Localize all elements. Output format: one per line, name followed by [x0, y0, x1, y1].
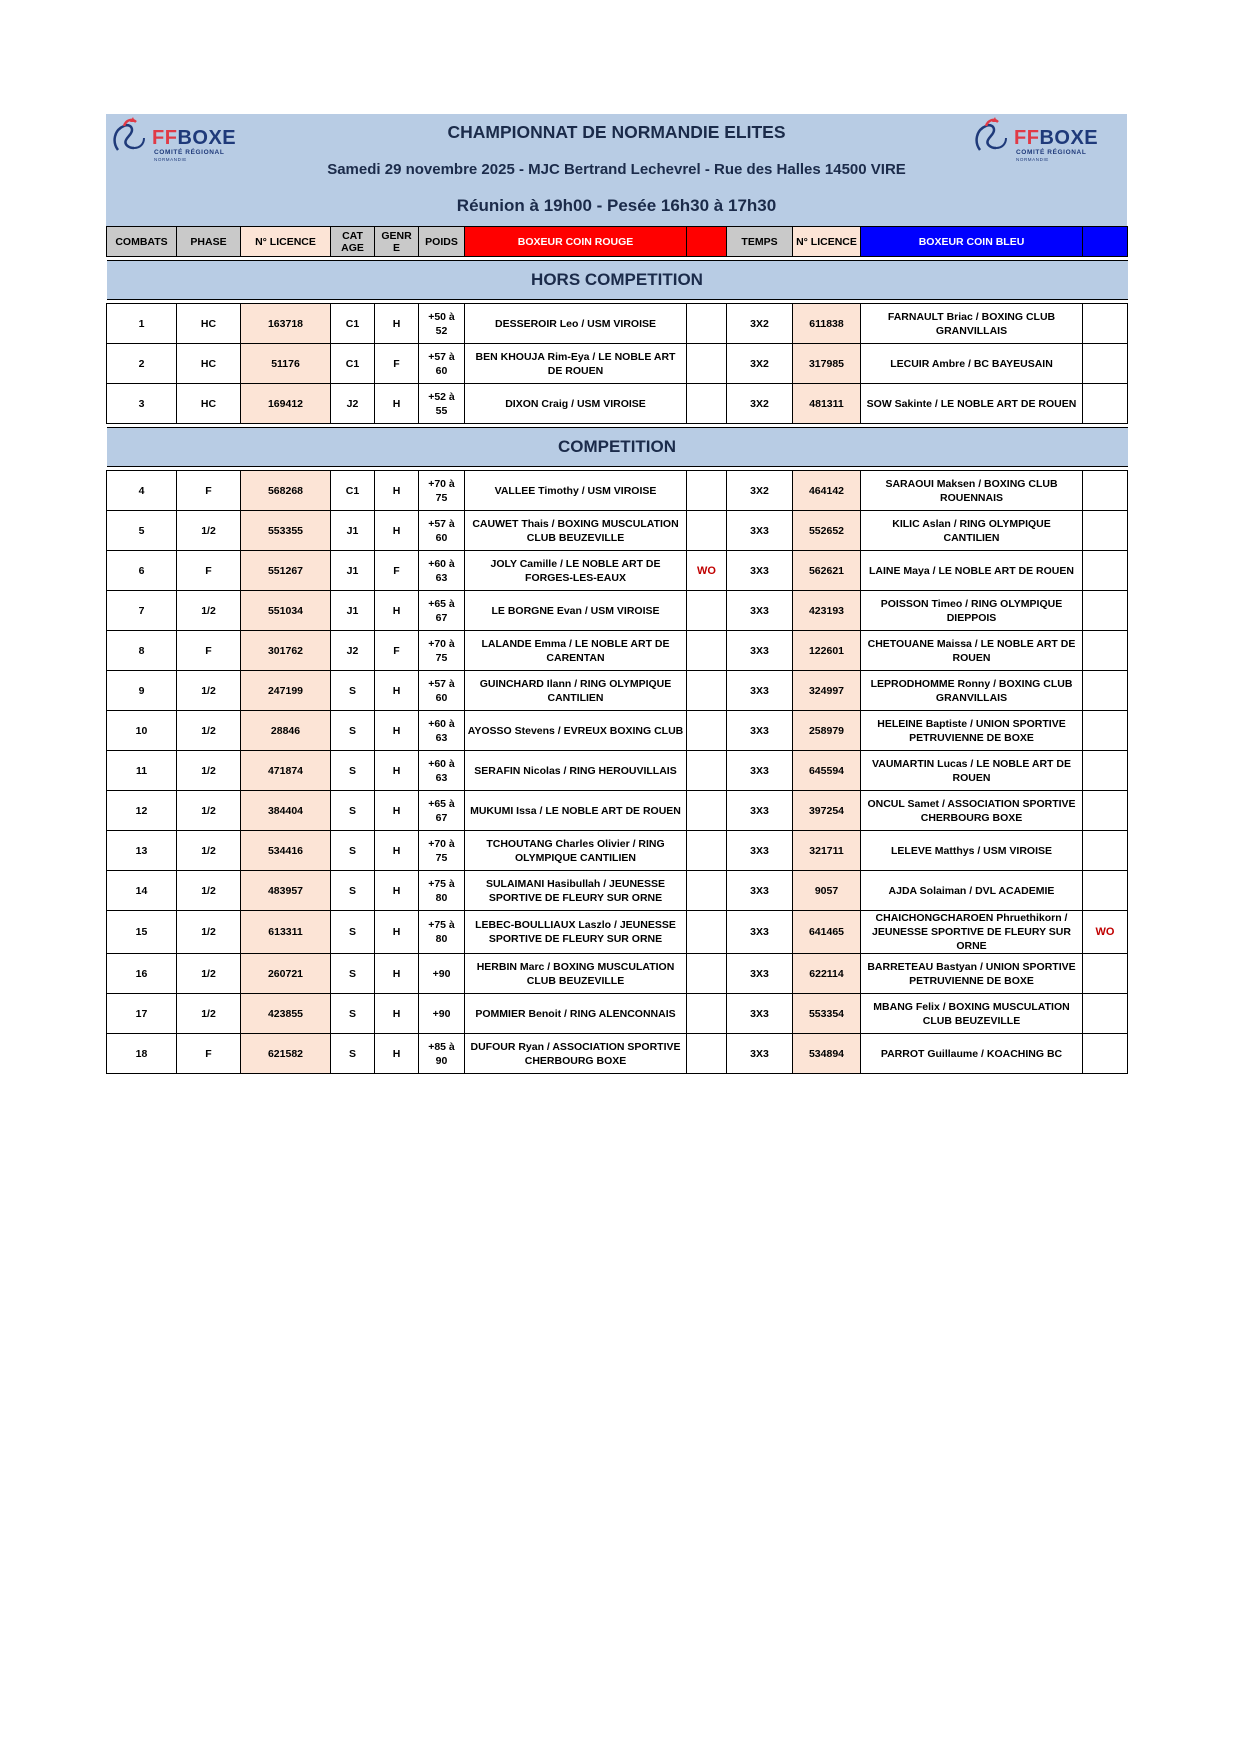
fight-row: [107, 671, 1128, 711]
cell-genre: H: [375, 994, 419, 1034]
fight-row: [107, 631, 1128, 671]
cell-phase: 1/2: [177, 751, 241, 791]
cell-licence-red: 551267: [241, 551, 331, 591]
cell-cat-age: S: [331, 994, 375, 1034]
cell-blue-boxer: BARRETEAU Bastyan / UNION SPORTIVE PETRUVIENNE DE BOXE: [861, 954, 1083, 994]
cell-combat: 3: [107, 384, 177, 424]
cell-combat: 10: [107, 711, 177, 751]
cell-poids: +60 à 63: [419, 711, 465, 751]
cell-cat-age: J2: [331, 631, 375, 671]
cell-licence-blue: 562621: [793, 551, 861, 591]
cell-blue-wo: [1083, 831, 1128, 871]
col-blue-corner: BOXEUR COIN BLEU: [861, 227, 1083, 257]
cell-red-wo: [687, 831, 727, 871]
col-poids: POIDS: [419, 227, 465, 257]
cell-genre: H: [375, 671, 419, 711]
cell-licence-blue: 464142: [793, 471, 861, 511]
cell-cat-age: S: [331, 911, 375, 954]
cell-blue-wo: [1083, 384, 1128, 424]
cell-temps: 3X3: [727, 1034, 793, 1074]
fight-row: [107, 384, 1128, 424]
cell-red-wo: [687, 751, 727, 791]
col-red-corner: BOXEUR COIN ROUGE: [465, 227, 687, 257]
cell-combat: 12: [107, 791, 177, 831]
cell-cat-age: S: [331, 871, 375, 911]
cell-poids: +60 à 63: [419, 551, 465, 591]
cell-blue-wo: [1083, 994, 1128, 1034]
cell-phase: 1/2: [177, 831, 241, 871]
cell-phase: HC: [177, 384, 241, 424]
fight-row: [107, 344, 1128, 384]
cell-licence-blue: 258979: [793, 711, 861, 751]
logo-ff: FF: [152, 127, 178, 149]
cell-blue-boxer: FARNAULT Briac / BOXING CLUB GRANVILLAIS: [861, 304, 1083, 344]
col-red-wo: [687, 227, 727, 257]
fight-row: [107, 791, 1128, 831]
cell-blue-wo: [1083, 711, 1128, 751]
fight-card-sheet: [106, 114, 1127, 1074]
cell-red-boxer: LALANDE Emma / LE NOBLE ART DE CARENTAN: [465, 631, 687, 671]
cell-licence-blue: 552652: [793, 511, 861, 551]
cell-licence-red: 51176: [241, 344, 331, 384]
cell-red-boxer: GUINCHARD Ilann / RING OLYMPIQUE CANTILIEN: [465, 671, 687, 711]
cell-phase: 1/2: [177, 954, 241, 994]
cell-poids: +70 à 75: [419, 471, 465, 511]
cell-genre: H: [375, 471, 419, 511]
col-temps: TEMPS: [727, 227, 793, 257]
cell-genre: H: [375, 591, 419, 631]
cell-cat-age: S: [331, 954, 375, 994]
fight-table: [106, 226, 1128, 1074]
cell-licence-red: 568268: [241, 471, 331, 511]
cell-blue-wo: WO: [1083, 911, 1128, 954]
cell-blue-boxer: HELEINE Baptiste / UNION SPORTIVE PETRUVIENNE DE BOXE: [861, 711, 1083, 751]
cell-genre: F: [375, 551, 419, 591]
cell-cat-age: S: [331, 671, 375, 711]
cell-blue-wo: [1083, 344, 1128, 384]
cell-combat: 9: [107, 671, 177, 711]
logo-ff: FF: [1014, 127, 1040, 149]
cell-cat-age: S: [331, 711, 375, 751]
cell-temps: 3X3: [727, 954, 793, 994]
cell-temps: 3X3: [727, 711, 793, 751]
cell-red-boxer: CAUWET Thais / BOXING MUSCULATION CLUB BEUZEVILLE: [465, 511, 687, 551]
cell-licence-red: 483957: [241, 871, 331, 911]
event-subtitle: Samedi 29 novembre 2025 - MJC Bertrand Lechevrel - Rue des Halles 14500 VIRE: [327, 161, 906, 178]
cell-combat: 13: [107, 831, 177, 871]
logo-line2: NORMANDIE: [1016, 157, 1049, 162]
cell-cat-age: S: [331, 751, 375, 791]
cell-licence-blue: 317985: [793, 344, 861, 384]
cell-poids: +90: [419, 954, 465, 994]
cell-blue-boxer: CHETOUANE Maissa / LE NOBLE ART DE ROUEN: [861, 631, 1083, 671]
cell-cat-age: J2: [331, 384, 375, 424]
cell-blue-boxer: SARAOUI Maksen / BOXING CLUB ROUENNAIS: [861, 471, 1083, 511]
cell-licence-red: 301762: [241, 631, 331, 671]
cell-blue-boxer: AJDA Solaiman / DVL ACADEMIE: [861, 871, 1083, 911]
cell-combat: 1: [107, 304, 177, 344]
cell-genre: H: [375, 954, 419, 994]
cell-red-boxer: HERBIN Marc / BOXING MUSCULATION CLUB BEUZEVILLE: [465, 954, 687, 994]
cell-blue-wo: [1083, 871, 1128, 911]
cell-licence-blue: 9057: [793, 871, 861, 911]
cell-temps: 3X3: [727, 994, 793, 1034]
cell-red-wo: [687, 871, 727, 911]
cell-blue-wo: [1083, 631, 1128, 671]
logo-line1: COMITÉ RÉGIONAL: [1016, 149, 1087, 156]
cell-blue-boxer: VAUMARTIN Lucas / LE NOBLE ART DE ROUEN: [861, 751, 1083, 791]
cell-cat-age: C1: [331, 304, 375, 344]
fight-row: [107, 831, 1128, 871]
column-header-row: [107, 227, 1128, 257]
col-combats: COMBATS: [107, 227, 177, 257]
cell-temps: 3X3: [727, 831, 793, 871]
cell-poids: +60 à 63: [419, 751, 465, 791]
cell-combat: 17: [107, 994, 177, 1034]
cell-poids: +57 à 60: [419, 511, 465, 551]
cell-phase: 1/2: [177, 911, 241, 954]
cell-red-wo: WO: [687, 551, 727, 591]
cell-cat-age: S: [331, 1034, 375, 1074]
cell-blue-boxer: POISSON Timeo / RING OLYMPIQUE DIEPPOIS: [861, 591, 1083, 631]
cell-blue-boxer: LAINE Maya / LE NOBLE ART DE ROUEN: [861, 551, 1083, 591]
col-genre: GENR E: [375, 227, 419, 257]
cell-temps: 3X3: [727, 591, 793, 631]
cell-poids: +52 à 55: [419, 384, 465, 424]
cell-poids: +50 à 52: [419, 304, 465, 344]
cell-licence-red: 551034: [241, 591, 331, 631]
logo-line2: NORMANDIE: [154, 157, 187, 162]
cell-licence-red: 534416: [241, 831, 331, 871]
cell-licence-blue: 122601: [793, 631, 861, 671]
cell-genre: H: [375, 511, 419, 551]
cell-red-wo: [687, 631, 727, 671]
cell-red-boxer: DESSEROIR Leo / USM VIROISE: [465, 304, 687, 344]
cell-licence-blue: 321711: [793, 831, 861, 871]
cell-combat: 7: [107, 591, 177, 631]
cell-blue-wo: [1083, 591, 1128, 631]
cell-red-wo: [687, 994, 727, 1034]
cell-phase: F: [177, 471, 241, 511]
section-header-row: [107, 261, 1128, 300]
cell-genre: F: [375, 631, 419, 671]
cell-red-wo: [687, 344, 727, 384]
col-licence-blue: N° LICENCE: [793, 227, 861, 257]
cell-blue-boxer: MBANG Felix / BOXING MUSCULATION CLUB BEUZEVILLE: [861, 994, 1083, 1034]
cell-genre: H: [375, 831, 419, 871]
fight-row: [107, 871, 1128, 911]
col-cat-age: CAT AGE: [331, 227, 375, 257]
cell-red-boxer: SULAIMANI Hasibullah / JEUNESSE SPORTIVE DE FLEURY SUR ORNE: [465, 871, 687, 911]
col-licence-red: N° LICENCE: [241, 227, 331, 257]
cell-red-wo: [687, 954, 727, 994]
cell-licence-red: 247199: [241, 671, 331, 711]
cell-phase: F: [177, 551, 241, 591]
cell-licence-red: 621582: [241, 1034, 331, 1074]
cell-blue-wo: [1083, 471, 1128, 511]
cell-temps: 3X2: [727, 304, 793, 344]
cell-genre: H: [375, 711, 419, 751]
fight-row: [107, 1034, 1128, 1074]
cell-poids: +75 à 80: [419, 911, 465, 954]
fight-row: [107, 304, 1128, 344]
cell-licence-red: 28846: [241, 711, 331, 751]
cell-red-wo: [687, 791, 727, 831]
schedule-line: Réunion à 19h00 - Pesée 16h30 à 17h30: [456, 196, 777, 215]
cell-poids: +85 à 90: [419, 1034, 465, 1074]
cell-temps: 3X3: [727, 911, 793, 954]
cell-licence-blue: 397254: [793, 791, 861, 831]
cell-blue-boxer: CHAICHONGCHAROEN Phruethikorn / JEUNESSE SPORTIVE DE FLEURY SUR ORNE: [861, 911, 1083, 954]
cell-temps: 3X3: [727, 671, 793, 711]
cell-combat: 6: [107, 551, 177, 591]
cell-genre: H: [375, 384, 419, 424]
cell-phase: 1/2: [177, 591, 241, 631]
fight-row: [107, 994, 1128, 1034]
cell-cat-age: J1: [331, 591, 375, 631]
cell-poids: +57 à 60: [419, 671, 465, 711]
cell-red-wo: [687, 711, 727, 751]
cell-poids: +75 à 80: [419, 871, 465, 911]
cell-licence-blue: 481311: [793, 384, 861, 424]
cell-blue-wo: [1083, 791, 1128, 831]
cell-temps: 3X3: [727, 631, 793, 671]
cell-blue-boxer: LELEVE Matthys / USM VIROISE: [861, 831, 1083, 871]
cell-red-boxer: LEBEC-BOULLIAUX Laszlo / JEUNESSE SPORTIVE DE FLEURY SUR ORNE: [465, 911, 687, 954]
cell-licence-blue: 324997: [793, 671, 861, 711]
cell-red-boxer: MUKUMI Issa / LE NOBLE ART DE ROUEN: [465, 791, 687, 831]
cell-temps: 3X3: [727, 511, 793, 551]
fight-row: [107, 751, 1128, 791]
cell-temps: 3X2: [727, 384, 793, 424]
cell-licence-red: 471874: [241, 751, 331, 791]
cell-temps: 3X3: [727, 871, 793, 911]
cell-licence-blue: 641465: [793, 911, 861, 954]
fight-row: [107, 591, 1128, 631]
cell-phase: HC: [177, 304, 241, 344]
cell-genre: H: [375, 791, 419, 831]
section-title: HORS COMPETITION: [107, 261, 1128, 300]
page-title: CHAMPIONNAT DE NORMANDIE ELITES: [447, 122, 786, 142]
cell-phase: HC: [177, 344, 241, 384]
cell-poids: +70 à 75: [419, 831, 465, 871]
cell-red-boxer: POMMIER Benoit / RING ALENCONNAIS: [465, 994, 687, 1034]
cell-licence-red: 613311: [241, 911, 331, 954]
cell-combat: 4: [107, 471, 177, 511]
cell-licence-red: 163718: [241, 304, 331, 344]
cell-red-wo: [687, 671, 727, 711]
table-body: [107, 227, 1128, 1074]
cell-combat: 15: [107, 911, 177, 954]
cell-red-boxer: AYOSSO Stevens / EVREUX BOXING CLUB: [465, 711, 687, 751]
cell-genre: H: [375, 911, 419, 954]
cell-licence-red: 553355: [241, 511, 331, 551]
cell-licence-red: 423855: [241, 994, 331, 1034]
cell-poids: +70 à 75: [419, 631, 465, 671]
cell-blue-wo: [1083, 671, 1128, 711]
cell-licence-blue: 534894: [793, 1034, 861, 1074]
cell-blue-boxer: KILIC Aslan / RING OLYMPIQUE CANTILIEN: [861, 511, 1083, 551]
section-title: COMPETITION: [107, 428, 1128, 467]
cell-genre: H: [375, 304, 419, 344]
cell-cat-age: S: [331, 831, 375, 871]
cell-licence-red: 169412: [241, 384, 331, 424]
cell-combat: 11: [107, 751, 177, 791]
logo-line1: COMITÉ RÉGIONAL: [154, 149, 225, 156]
cell-temps: 3X2: [727, 471, 793, 511]
fight-row: [107, 711, 1128, 751]
cell-combat: 8: [107, 631, 177, 671]
cell-genre: H: [375, 751, 419, 791]
cell-licence-blue: 423193: [793, 591, 861, 631]
cell-blue-wo: [1083, 551, 1128, 591]
cell-phase: 1/2: [177, 791, 241, 831]
cell-temps: 3X3: [727, 791, 793, 831]
cell-red-boxer: LE BORGNE Evan / USM VIROISE: [465, 591, 687, 631]
cell-combat: 16: [107, 954, 177, 994]
cell-temps: 3X2: [727, 344, 793, 384]
cell-red-wo: [687, 591, 727, 631]
cell-red-wo: [687, 1034, 727, 1074]
cell-blue-wo: [1083, 304, 1128, 344]
cell-licence-red: 384404: [241, 791, 331, 831]
cell-licence-red: 260721: [241, 954, 331, 994]
cell-combat: 14: [107, 871, 177, 911]
cell-red-wo: [687, 304, 727, 344]
cell-phase: 1/2: [177, 994, 241, 1034]
cell-phase: 1/2: [177, 511, 241, 551]
cell-cat-age: J1: [331, 511, 375, 551]
cell-cat-age: C1: [331, 344, 375, 384]
cell-cat-age: S: [331, 791, 375, 831]
header-band: [106, 114, 1127, 226]
col-phase: PHASE: [177, 227, 241, 257]
fight-row: [107, 954, 1128, 994]
cell-blue-wo: [1083, 751, 1128, 791]
section-header-row: [107, 428, 1128, 467]
cell-red-wo: [687, 471, 727, 511]
cell-blue-wo: [1083, 511, 1128, 551]
cell-red-boxer: TCHOUTANG Charles Olivier / RING OLYMPIQUE CANTILIEN: [465, 831, 687, 871]
cell-phase: 1/2: [177, 871, 241, 911]
cell-phase: F: [177, 1034, 241, 1074]
cell-cat-age: J1: [331, 551, 375, 591]
fight-row: [107, 911, 1128, 954]
cell-poids: +57 à 60: [419, 344, 465, 384]
cell-licence-blue: 622114: [793, 954, 861, 994]
cell-licence-blue: 611838: [793, 304, 861, 344]
cell-red-boxer: BEN KHOUJA Rim-Eya / LE NOBLE ART DE ROUEN: [465, 344, 687, 384]
cell-genre: H: [375, 1034, 419, 1074]
cell-combat: 18: [107, 1034, 177, 1074]
cell-licence-blue: 645594: [793, 751, 861, 791]
cell-red-wo: [687, 911, 727, 954]
cell-blue-boxer: SOW Sakinte / LE NOBLE ART DE ROUEN: [861, 384, 1083, 424]
cell-genre: H: [375, 871, 419, 911]
col-blue-wo: [1083, 227, 1128, 257]
fight-row: [107, 551, 1128, 591]
cell-genre: F: [375, 344, 419, 384]
cell-red-wo: [687, 384, 727, 424]
cell-combat: 5: [107, 511, 177, 551]
cell-blue-wo: [1083, 1034, 1128, 1074]
cell-licence-blue: 553354: [793, 994, 861, 1034]
cell-phase: 1/2: [177, 711, 241, 751]
cell-red-boxer: DUFOUR Ryan / ASSOCIATION SPORTIVE CHERBOURG BOXE: [465, 1034, 687, 1074]
cell-poids: +65 à 67: [419, 591, 465, 631]
cell-red-wo: [687, 511, 727, 551]
cell-poids: +65 à 67: [419, 791, 465, 831]
logo-boxe: BOXE: [177, 127, 237, 149]
cell-blue-boxer: PARROT Guillaume / KOACHING BC: [861, 1034, 1083, 1074]
cell-red-boxer: DIXON Craig / USM VIROISE: [465, 384, 687, 424]
cell-blue-boxer: LECUIR Ambre / BC BAYEUSAIN: [861, 344, 1083, 384]
cell-phase: 1/2: [177, 671, 241, 711]
cell-red-boxer: SERAFIN Nicolas / RING HEROUVILLAIS: [465, 751, 687, 791]
cell-red-boxer: VALLEE Timothy / USM VIROISE: [465, 471, 687, 511]
fight-row: [107, 511, 1128, 551]
cell-phase: F: [177, 631, 241, 671]
cell-blue-boxer: LEPRODHOMME Ronny / BOXING CLUB GRANVILLAIS: [861, 671, 1083, 711]
cell-temps: 3X3: [727, 551, 793, 591]
cell-blue-boxer: ONCUL Samet / ASSOCIATION SPORTIVE CHERBOURG BOXE: [861, 791, 1083, 831]
cell-cat-age: C1: [331, 471, 375, 511]
fight-row: [107, 471, 1128, 511]
cell-poids: +90: [419, 994, 465, 1034]
logo-boxe: BOXE: [1039, 127, 1099, 149]
cell-blue-wo: [1083, 954, 1128, 994]
cell-combat: 2: [107, 344, 177, 384]
cell-temps: 3X3: [727, 751, 793, 791]
cell-red-boxer: JOLY Camille / LE NOBLE ART DE FORGES-LES-EAUX: [465, 551, 687, 591]
